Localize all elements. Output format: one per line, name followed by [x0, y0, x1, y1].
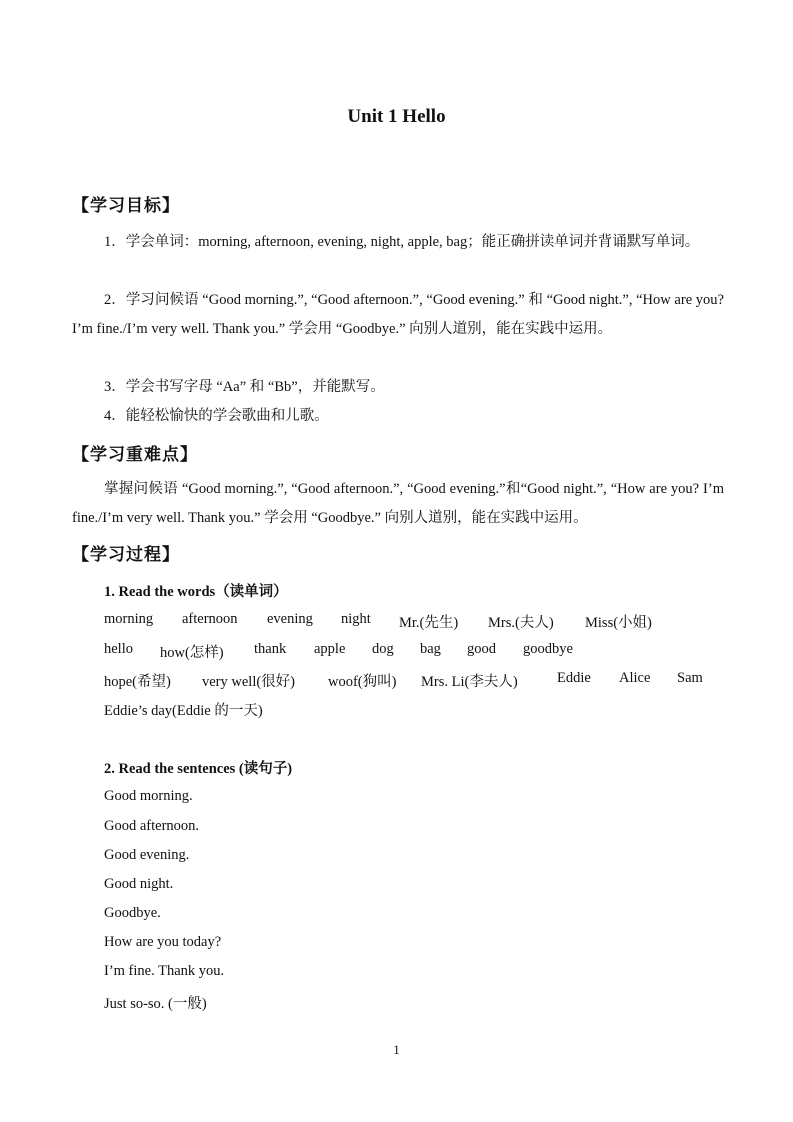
word: Miss(小姐) — [585, 615, 652, 631]
word: bag — [420, 641, 441, 657]
sentence: How are you today? — [104, 934, 222, 950]
word: morning — [104, 611, 154, 627]
sentences-title: 2. Read the sentences (读句子) — [104, 761, 293, 777]
objective-item-3: 3．学会书写字母 “Aa” 和 “Bb”，并能默写。 — [104, 379, 385, 395]
sentence: Good night. — [104, 876, 174, 892]
word: hello — [104, 641, 133, 657]
sentence: Good afternoon. — [104, 818, 200, 834]
word: Eddie’s day(Eddie 的一天) — [104, 703, 263, 719]
sentence: Goodbye. — [104, 905, 161, 921]
process-heading: 【学习过程】 — [72, 545, 180, 565]
sentence: Good morning. — [104, 788, 193, 804]
word: afternoon — [182, 611, 238, 627]
word: night — [341, 611, 371, 627]
word: Alice — [619, 670, 651, 686]
objective-item-4: 4．能轻松愉快的学会歌曲和儿歌。 — [104, 408, 329, 424]
word: dog — [372, 641, 394, 657]
word: hope(希望) — [104, 674, 171, 690]
objective-item-2: 2．学习问候语 “Good morning.”, “Good afternoon.”, “Good evening.” 和 “Good night.”, “How are you? I’m fine./I’m very well. Thank you.” 学会用 “Goodbye.” 向别人道别，能在实践中运用。 — [72, 292, 724, 337]
word: thank — [254, 641, 287, 657]
key-points-heading: 【学习重难点】 — [72, 445, 198, 465]
sentence: Just so-so. (一般) — [104, 996, 207, 1012]
word: goodbye — [523, 641, 573, 657]
word: apple — [314, 641, 346, 657]
words-title: 1. Read the words（读单词） — [104, 584, 288, 600]
word: woof(狗叫) — [328, 674, 397, 690]
word: Sam — [677, 670, 703, 686]
word: very well(很好) — [202, 674, 296, 690]
word: evening — [267, 611, 313, 627]
word: how(怎样) — [160, 645, 224, 661]
word: Eddie — [557, 670, 591, 686]
word: Mrs.(夫人) — [488, 615, 554, 631]
sentence: Good evening. — [104, 847, 190, 863]
word: Mrs. Li(李夫人) — [421, 674, 518, 690]
word: Mr.(先生) — [399, 615, 459, 631]
key-points-text: 掌握问候语 “Good morning.”, “Good afternoon.”, “Good evening.”和“Good night.”, “How are you? I’m fine./I’m very well. Thank you.” 学会用 “Goodbye.” 向别人道别，能在实践中运用。 — [72, 481, 724, 526]
objective-item-1: 1．学会单词：morning, afternoon, evening, night, apple, bag；能正确拼读单词并背诵默写单词。 — [104, 234, 700, 250]
page-title: Unit 1 Hello — [347, 106, 446, 127]
sentence: I’m fine. Thank you. — [104, 963, 225, 979]
objectives-heading: 【学习目标】 — [72, 196, 180, 216]
word: good — [467, 641, 496, 657]
page-number: 1 — [393, 1042, 400, 1057]
